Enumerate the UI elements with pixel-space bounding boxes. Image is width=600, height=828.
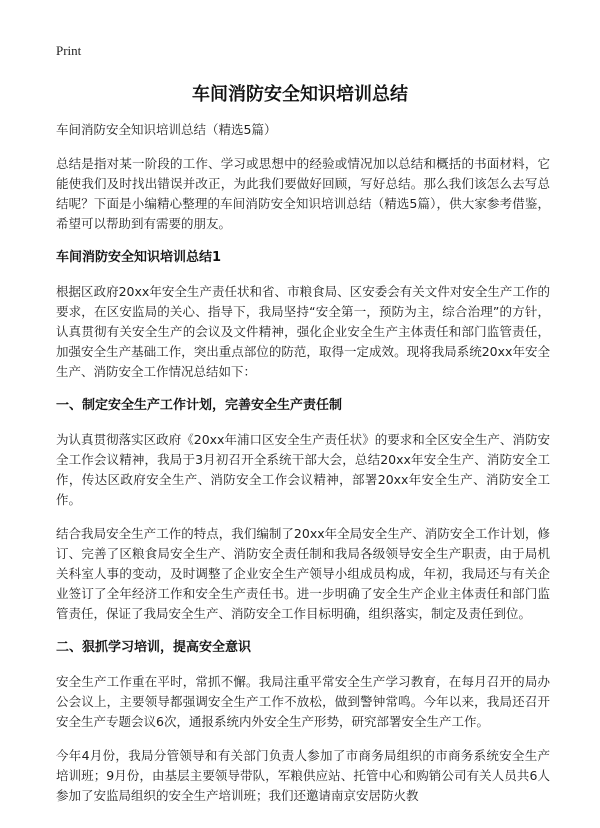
section-title: 车间消防安全知识培训总结1 [56, 250, 222, 265]
intro-paragraph: 总结是指对某一阶段的工作、学习或思想中的经验或情况加以总结和概括的书面材料，它能使我们及时找出错误并改正，为此我们要做好回顾，写好总结。那么我们该怎么去写总结呢？下面是小编精心整理的车间消防安全知识培训总结（精选5篇），供大家参考借鉴，希望可以帮助到有需要的朋友。 [56, 156, 550, 231]
document-subtitle: 车间消防安全知识培训总结（精选5篇） [56, 122, 277, 137]
paragraph-1: 根据区政府20xx年安全生产责任状和省、市粮食局、区安委会有关文件对安全生产工作的要求，在区安监局的关心、指导下，我局坚持“安全第一，预防为主，综合治理”的方针，认真贯彻有关安全生产的会议及文件精神，强化企业安全生产主体责任和部门监管责任，加强安全生产基础工作，突出重点部位的防范，取得一定成效。现将我局系统20xx年安全生产、消防安全工作情况总结如下： [56, 284, 550, 379]
paragraph-2: 为认真贯彻落实区政府《20xx年浦口区安全生产责任状》的要求和全区安全生产、消防安全工作会议精神，我局于3月初召开全系统干部大会，总结20xx年安全生产、消防安全工作，传达区政府安全生产、消防安全工作会议精神，部署20xx年安全生产、消防安全工作。 [56, 432, 550, 507]
heading-1: 一、制定安全生产工作计划，完善安全生产责任制 [56, 398, 343, 413]
paragraph-5: 今年4月份，我局分管领导和有关部门负责人参加了市商务局组织的市商务系统安全生产培训班；9月份，由基层主要领导带队，军粮供应站、托管中心和购销公司有关人员共6人参加了安监局组织的安全生产培训班；我们还邀请南京安居防火教 [56, 748, 550, 803]
paragraph-4: 安全生产工作重在平时，常抓不懈。我局注重平常安全生产学习教育，在每月召开的局办公会议上，主要领导都强调安全生产工作不放松，做到警钟常鸣。今年以来，我局还召开安全生产专题会议6次，通报系统内外安全生产形势，研究部署安全生产工作。 [56, 674, 550, 729]
print-link[interactable]: Print [56, 43, 82, 58]
paragraph-3: 结合我局安全生产工作的特点，我们编制了20xx年全局安全生产、消防安全工作计划，修订、完善了区粮食局安全生产、消防安全责任制和我局各级领导安全生产职责，由于局机关科室人事的变动，及时调整了企业安全生产领导小组成员构成，年初，我局还与有关企业签订了全年经济工作和安全生产责任书。进一步明确了安全生产企业主体责任和部门监管责任，保证了我局安全生产、消防安全工作目标明确，组织落实，制定及责任到位。 [56, 526, 550, 621]
document-body [56, 120, 550, 820]
heading-2: 二、狠抓学习培训，提高安全意识 [56, 640, 252, 655]
document-title: 车间消防安全知识培训总结 [192, 84, 408, 105]
